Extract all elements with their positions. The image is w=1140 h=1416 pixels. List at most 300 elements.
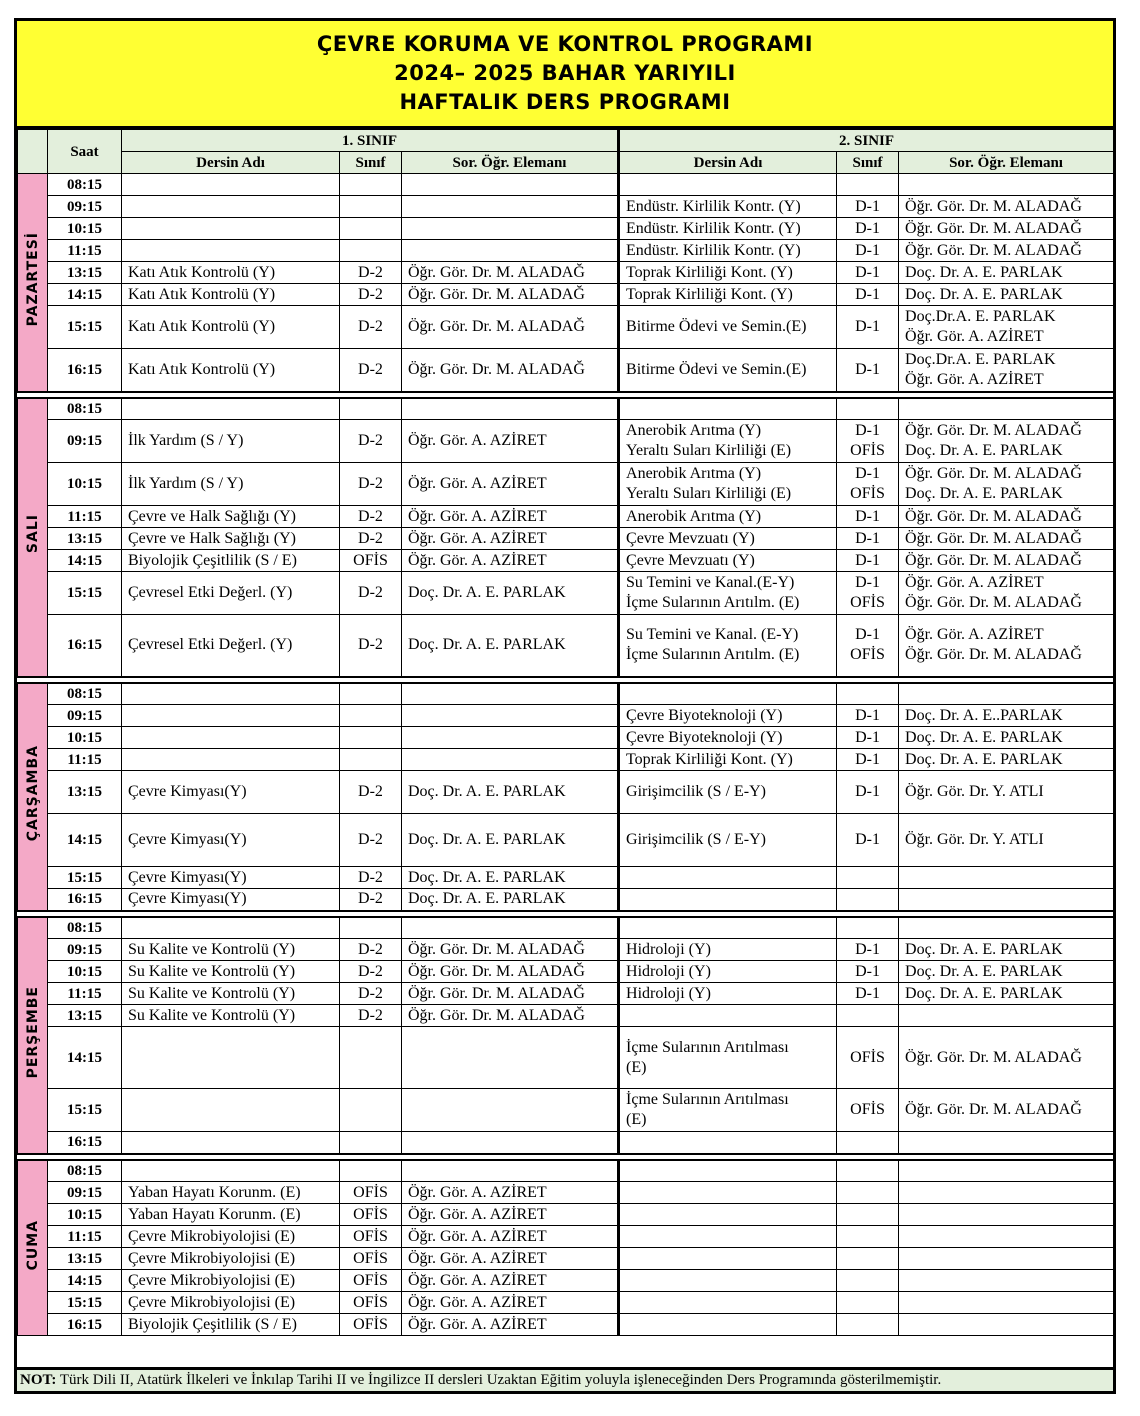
class2-room-cell: [837, 917, 899, 939]
class1-instructor-cell: Doç. Dr. A. E. PARLAK: [402, 889, 619, 911]
class2-instructor-cell-line: Öğr. Gör. Dr. M. ALADAĞ: [905, 594, 1082, 611]
class1-instructor-cell: Doç. Dr. A. E. PARLAK: [402, 615, 619, 677]
class2-course-cell: [619, 1314, 837, 1336]
class1-room-cell: D-2: [340, 983, 402, 1005]
class2-instructor-cell: [899, 398, 1114, 420]
table-row: [18, 174, 1114, 196]
class2-room-cell: D-1: [837, 814, 899, 867]
class2-room-cell: D-1: [837, 727, 899, 749]
class2-instructor-cell-line: Doç.Dr.A. E. PARLAK: [905, 308, 1056, 325]
class2-room-cell: [837, 1248, 899, 1270]
class1-course-cell: Çevresel Etki Değerl. (Y): [122, 572, 340, 615]
class2-instructor-cell: Öğr. Gör. Dr. M. ALADAĞ: [899, 240, 1114, 262]
table-row: [18, 983, 1114, 1005]
class2-room-cell-line: D-1: [855, 465, 880, 482]
class2-room-cell: [837, 174, 899, 196]
class2-room-cell: D-1: [837, 218, 899, 240]
class1-instructor-cell: Öğr. Gör. Dr. M. ALADAĞ: [402, 349, 619, 392]
class2-instructor-cell: [899, 683, 1114, 705]
table-row: [18, 683, 1114, 705]
title-line-semester: 2024– 2025 BAHAR YARIYILI: [394, 61, 736, 85]
class1-room-cell: OFİS: [340, 1314, 402, 1336]
class2-course-cell-line: Anerobik Arıtma (Y): [626, 422, 762, 439]
class2-course-cell: Bitirme Ödevi ve Semin.(E): [619, 306, 837, 349]
class1-instructor-cell: [402, 1132, 619, 1154]
class2-instructor-cell: Doç. Dr. A. E. PARLAK: [899, 284, 1114, 306]
class2-room-cell: [837, 398, 899, 420]
class1-course-cell: Çevresel Etki Değerl. (Y): [122, 615, 340, 677]
class1-course-cell: [122, 705, 340, 727]
class1-room-cell: [340, 917, 402, 939]
time-cell: 13:15: [48, 1248, 122, 1270]
table-row: [18, 889, 1114, 911]
class2-room-cell: D-1: [837, 240, 899, 262]
class2-instructor-cell: Öğr. Gör. Dr. M. ALADAĞ: [899, 1027, 1114, 1089]
time-cell: 11:15: [48, 983, 122, 1005]
class2-course-cell: Toprak Kirliliği Kont. (Y): [619, 284, 837, 306]
class1-course-cell: [122, 174, 340, 196]
class1-room-cell: [340, 398, 402, 420]
class1-course-cell: [122, 683, 340, 705]
class2-room-cell: [837, 463, 899, 506]
table-row: [18, 771, 1114, 814]
class1-instructor-cell: Öğr. Gör. A. AZİRET: [402, 1204, 619, 1226]
class1-course-cell: Katı Atık Kontrolü (Y): [122, 284, 340, 306]
table-row: [18, 1314, 1114, 1336]
class2-course-cell: [619, 420, 837, 463]
class1-room-cell: [340, 727, 402, 749]
class2-instructor-cell-line: Öğr. Gör. Dr. M. ALADAĞ: [905, 646, 1082, 664]
class2-header: 2. SINIF: [619, 130, 1114, 152]
time-cell: 08:15: [48, 1160, 122, 1182]
class1-room-cell: [340, 240, 402, 262]
class2-instructor-cell: Öğr. Gör. Dr. M. ALADAĞ: [899, 506, 1114, 528]
class1-instructor-cell: Öğr. Gör. A. AZİRET: [402, 1226, 619, 1248]
class2-room-cell: [837, 572, 899, 615]
class1-room-cell: D-2: [340, 867, 402, 889]
class2-course-cell: [619, 889, 837, 911]
table-row: [18, 814, 1114, 867]
class2-instructor-cell: [899, 1005, 1114, 1027]
time-cell: 14:15: [48, 814, 122, 867]
class1-instructor-cell: Öğr. Gör. Dr. M. ALADAĞ: [402, 262, 619, 284]
class2-room-cell: [837, 1292, 899, 1314]
class2-instructor-cell: [899, 889, 1114, 911]
class2-instructor-cell: [899, 1132, 1114, 1154]
time-cell: 14:15: [48, 1270, 122, 1292]
class1-room-cell: OFİS: [340, 1292, 402, 1314]
table-row: [18, 196, 1114, 218]
class1-course-cell: Çevre Mikrobiyolojisi (E): [122, 1248, 340, 1270]
class1-course-cell: Çevre Kimyası(Y): [122, 867, 340, 889]
class2-instructor-cell: [899, 349, 1114, 392]
class1-course-cell: Çevre Mikrobiyolojisi (E): [122, 1270, 340, 1292]
class1-instructor-cell: [402, 683, 619, 705]
class2-instructor-cell: Öğr. Gör. Dr. Y. ATLI: [899, 814, 1114, 867]
class2-course-cell: [619, 1204, 837, 1226]
class2-instructor-cell: [899, 867, 1114, 889]
table-row: [18, 917, 1114, 939]
class1-course-cell: Katı Atık Kontrolü (Y): [122, 262, 340, 284]
class2-room-cell: [837, 1314, 899, 1336]
class2-instructor-cell: Doç. Dr. A. E. PARLAK: [899, 961, 1114, 983]
class1-room-cell: D-2: [340, 506, 402, 528]
class1-course-cell: Yaban Hayatı Korunm. (E): [122, 1204, 340, 1226]
time-cell: 13:15: [48, 528, 122, 550]
class2-course-cell: Toprak Kirliliği Kont. (Y): [619, 749, 837, 771]
class2-room-cell: D-1: [837, 983, 899, 1005]
class2-room-cell: D-1: [837, 262, 899, 284]
time-cell: 15:15: [48, 1292, 122, 1314]
table-row: [18, 1248, 1114, 1270]
day-label: [18, 398, 48, 677]
class2-course-cell: Çevre Biyoteknoloji (Y): [619, 705, 837, 727]
table-row: [18, 1132, 1114, 1154]
class2-room-cell: [837, 1160, 899, 1182]
class1-room-cell: D-2: [340, 572, 402, 615]
class1-instructor-cell: Öğr. Gör. A. AZİRET: [402, 420, 619, 463]
class2-course-cell: [619, 1248, 837, 1270]
class1-room-cell: [340, 1089, 402, 1132]
class1-room-cell: [340, 683, 402, 705]
table-row: [18, 727, 1114, 749]
time-column-header: Saat: [48, 130, 122, 174]
class1-instructor-cell: Doç. Dr. A. E. PARLAK: [402, 867, 619, 889]
class2-room-cell: D-1: [837, 284, 899, 306]
class2-course-cell: [619, 1160, 837, 1182]
class2-room-cell-line: D-1: [855, 626, 880, 644]
class2-course-cell: Girişimcilik (S / E-Y): [619, 771, 837, 814]
title-line-weekly: HAFTALIK DERS PROGRAMI: [399, 90, 731, 114]
class2-course-cell: [619, 1226, 837, 1248]
table-row: [18, 463, 1114, 506]
class2-course-cell: Hidroloji (Y): [619, 939, 837, 961]
class2-room-cell-line: OFİS: [850, 646, 885, 664]
class2-course-cell: Çevre Mevzuatı (Y): [619, 550, 837, 572]
class2-room-cell: D-1: [837, 349, 899, 392]
class2-course-cell: [619, 1182, 837, 1204]
time-cell: 08:15: [48, 917, 122, 939]
class1-course-cell: Su Kalite ve Kontrolü (Y): [122, 961, 340, 983]
class1-course-cell: Katı Atık Kontrolü (Y): [122, 306, 340, 349]
time-cell: 16:15: [48, 615, 122, 677]
class2-room-cell: D-1: [837, 550, 899, 572]
class2-course-cell-line: Yeraltı Suları Kirliliği (E): [626, 485, 792, 502]
class1-instructor-cell: Öğr. Gör. Dr. M. ALADAĞ: [402, 961, 619, 983]
class1-instructor-cell: Doç. Dr. A. E. PARLAK: [402, 572, 619, 615]
class2-course-cell: [619, 1292, 837, 1314]
table-row: [18, 705, 1114, 727]
class2-course-cell: Bitirme Ödevi ve Semin.(E): [619, 349, 837, 392]
day-column-header: [18, 130, 48, 174]
class2-instructor-cell-line: Doç.Dr.A. E. PARLAK: [905, 350, 1056, 368]
class1-instructor-cell: Öğr. Gör. A. AZİRET: [402, 550, 619, 572]
table-row: [18, 1005, 1114, 1027]
class2-instructor-cell: Öğr. Gör. Dr. M. ALADAĞ: [899, 1089, 1114, 1132]
class2-instructor-cell: [899, 1292, 1114, 1314]
table-row: [18, 398, 1114, 420]
class2-course-cell: [619, 615, 837, 677]
class2-course-cell-line: Su Temini ve Kanal. (E-Y): [626, 626, 799, 644]
class1-instructor-cell: Öğr. Gör. A. AZİRET: [402, 506, 619, 528]
class1-instructor-cell: [402, 705, 619, 727]
class1-instructor-cell: Öğr. Gör. A. AZİRET: [402, 1248, 619, 1270]
class1-course-cell: [122, 917, 340, 939]
class1-instructor-cell: [402, 398, 619, 420]
class2-room-cell: [837, 420, 899, 463]
class1-course-cell: İlk Yardım (S / Y): [122, 463, 340, 506]
class2-course-cell-line: Yeraltı Suları Kirliliği (E): [626, 442, 792, 459]
time-cell: 14:15: [48, 550, 122, 572]
class2-instructor-cell: [899, 306, 1114, 349]
class1-course-header: Dersin Adı: [122, 152, 340, 174]
class1-instructor-cell: [402, 196, 619, 218]
time-cell: 13:15: [48, 262, 122, 284]
time-cell: 16:15: [48, 1132, 122, 1154]
day-name: CUMA: [24, 1219, 41, 1270]
class2-instructor-cell: Doç. Dr. A. E. PARLAK: [899, 749, 1114, 771]
document-title: [17, 21, 1113, 129]
class1-room-cell: [340, 1027, 402, 1089]
class2-instructor-cell: Doç. Dr. A. E. PARLAK: [899, 939, 1114, 961]
table-row: [18, 1226, 1114, 1248]
day-name: PERŞEMBE: [24, 985, 41, 1079]
class1-course-cell: [122, 1089, 340, 1132]
class1-room-cell: [340, 196, 402, 218]
table-row: [18, 306, 1114, 349]
table-row: [18, 506, 1114, 528]
class2-room-cell: D-1: [837, 771, 899, 814]
class1-instructor-cell: [402, 749, 619, 771]
class2-course-cell-line: İçme Sularının Arıtılması: [626, 1038, 789, 1056]
class2-course-cell: [619, 1027, 837, 1089]
class1-course-cell: [122, 1160, 340, 1182]
class2-course-cell: Endüstr. Kirlilik Kontr. (Y): [619, 196, 837, 218]
class2-instructor-cell: [899, 174, 1114, 196]
class2-room-cell: D-1: [837, 506, 899, 528]
table-row: [18, 867, 1114, 889]
class1-course-cell: Su Kalite ve Kontrolü (Y): [122, 1005, 340, 1027]
class2-room-cell: [837, 1204, 899, 1226]
table-row: [18, 1204, 1114, 1226]
time-cell: 08:15: [48, 174, 122, 196]
class1-room-cell: OFİS: [340, 1226, 402, 1248]
time-cell: 08:15: [48, 683, 122, 705]
table-row: [18, 240, 1114, 262]
time-cell: 15:15: [48, 867, 122, 889]
class2-instructor-cell: [899, 1204, 1114, 1226]
class2-instructor-cell: Doç. Dr. A. E. PARLAK: [899, 983, 1114, 1005]
class2-course-cell-line: (E): [626, 1058, 647, 1076]
class2-course-cell: [619, 683, 837, 705]
table-row: [18, 572, 1114, 615]
table-row: [18, 1160, 1114, 1182]
class2-instructor-cell-line: Doç. Dr. A. E. PARLAK: [905, 442, 1063, 459]
class2-course-cell: [619, 398, 837, 420]
class1-room-cell: D-2: [340, 1005, 402, 1027]
class2-room-header: Sınıf: [837, 152, 899, 174]
class1-room-header: Sınıf: [340, 152, 402, 174]
day-name: PAZARTESİ: [24, 232, 41, 327]
class1-course-cell: Çevre ve Halk Sağlığı (Y): [122, 506, 340, 528]
class1-instructor-cell: Doç. Dr. A. E. PARLAK: [402, 814, 619, 867]
class2-instructor-cell: Öğr. Gör. Dr. M. ALADAĞ: [899, 528, 1114, 550]
class2-room-cell-line: D-1: [855, 422, 880, 439]
class1-room-cell: [340, 1132, 402, 1154]
class1-course-cell: İlk Yardım (S / Y): [122, 420, 340, 463]
class1-course-cell: [122, 240, 340, 262]
class1-room-cell: D-2: [340, 262, 402, 284]
class2-room-cell-line: OFİS: [850, 442, 885, 459]
class2-instructor-cell: Doç. Dr. A. E. PARLAK: [899, 727, 1114, 749]
class1-course-cell: [122, 1027, 340, 1089]
class1-instructor-cell: Öğr. Gör. Dr. M. ALADAĞ: [402, 284, 619, 306]
class2-course-cell-line: (E): [626, 1111, 647, 1128]
class2-instructor-cell-line: Öğr. Gör. A. AZİRET: [905, 328, 1044, 345]
class2-room-cell-line: OFİS: [850, 594, 885, 611]
class1-room-cell: OFİS: [340, 1270, 402, 1292]
class2-room-cell: [837, 683, 899, 705]
class2-instructor-cell: [899, 1160, 1114, 1182]
class2-instructor-cell-line: Doç. Dr. A. E. PARLAK: [905, 485, 1063, 502]
class2-course-header: Dersin Adı: [619, 152, 837, 174]
class1-instructor-cell: [402, 218, 619, 240]
table-row: [18, 961, 1114, 983]
day-name: ÇARŞAMBA: [24, 745, 41, 842]
class1-instructor-cell: [402, 1089, 619, 1132]
class1-room-cell: D-2: [340, 939, 402, 961]
time-cell: 10:15: [48, 961, 122, 983]
time-cell: 09:15: [48, 196, 122, 218]
time-cell: 14:15: [48, 1027, 122, 1089]
class2-course-cell: Çevre Biyoteknoloji (Y): [619, 727, 837, 749]
class1-instructor-cell: Öğr. Gör. A. AZİRET: [402, 463, 619, 506]
class1-room-cell: D-2: [340, 814, 402, 867]
class1-course-cell: Çevre Kimyası(Y): [122, 771, 340, 814]
class1-header: 1. SINIF: [122, 130, 619, 152]
class1-room-cell: D-2: [340, 961, 402, 983]
class2-course-cell: Girişimcilik (S / E-Y): [619, 814, 837, 867]
footnote-label: NOT:: [20, 1372, 57, 1388]
table-row: [18, 1270, 1114, 1292]
table-row: [18, 1292, 1114, 1314]
class2-instructor-cell: [899, 1248, 1114, 1270]
class1-room-cell: D-2: [340, 615, 402, 677]
table-row: [18, 420, 1114, 463]
class1-instructor-cell: Öğr. Gör. Dr. M. ALADAĞ: [402, 1005, 619, 1027]
class1-room-cell: D-2: [340, 528, 402, 550]
class2-room-cell: D-1: [837, 528, 899, 550]
class1-instructor-cell: Öğr. Gör. A. AZİRET: [402, 528, 619, 550]
time-cell: 09:15: [48, 705, 122, 727]
class1-room-cell: [340, 749, 402, 771]
class2-instructor-cell: [899, 917, 1114, 939]
class2-course-cell: [619, 1132, 837, 1154]
class1-instructor-cell: Doç. Dr. A. E. PARLAK: [402, 771, 619, 814]
class1-room-cell: [340, 218, 402, 240]
class1-instructor-cell: Öğr. Gör. A. AZİRET: [402, 1314, 619, 1336]
class2-course-cell: Toprak Kirliliği Kont. (Y): [619, 262, 837, 284]
class2-room-cell: [837, 1132, 899, 1154]
table-row: [18, 1089, 1114, 1132]
class1-instructor-cell: [402, 240, 619, 262]
class2-instructor-cell: [899, 463, 1114, 506]
class1-course-cell: [122, 749, 340, 771]
time-cell: 11:15: [48, 240, 122, 262]
table-row: [18, 615, 1114, 677]
class2-room-cell: D-1: [837, 961, 899, 983]
time-cell: 10:15: [48, 218, 122, 240]
class1-course-cell: Su Kalite ve Kontrolü (Y): [122, 939, 340, 961]
table-row: [18, 550, 1114, 572]
class1-course-cell: Katı Atık Kontrolü (Y): [122, 349, 340, 392]
class1-instructor-cell: Öğr. Gör. Dr. M. ALADAĞ: [402, 983, 619, 1005]
class1-room-cell: OFİS: [340, 1182, 402, 1204]
class2-course-cell-line: İçme Sularının Arıtılm. (E): [626, 594, 800, 611]
class1-room-cell: OFİS: [340, 550, 402, 572]
class1-course-cell: Çevre Kimyası(Y): [122, 889, 340, 911]
class1-course-cell: Yaban Hayatı Korunm. (E): [122, 1182, 340, 1204]
footnote: [17, 1367, 1113, 1391]
class2-instructor-cell-line: Öğr. Gör. Dr. M. ALADAĞ: [905, 422, 1082, 439]
time-cell: 16:15: [48, 889, 122, 911]
class1-room-cell: [340, 705, 402, 727]
table-row: [18, 939, 1114, 961]
class2-instructor-cell: [899, 1314, 1114, 1336]
class2-instructor-cell: [899, 1270, 1114, 1292]
class1-course-cell: Su Kalite ve Kontrolü (Y): [122, 983, 340, 1005]
time-cell: 09:15: [48, 939, 122, 961]
class1-instructor-cell: [402, 1027, 619, 1089]
class1-room-cell: [340, 1160, 402, 1182]
class2-instructor-cell-line: Öğr. Gör. Dr. M. ALADAĞ: [905, 465, 1082, 482]
class2-room-cell-line: OFİS: [850, 485, 885, 502]
day-name: SALI: [24, 514, 41, 554]
table-row: [18, 749, 1114, 771]
class2-room-cell: [837, 1270, 899, 1292]
class2-room-cell: D-1: [837, 196, 899, 218]
time-cell: 14:15: [48, 284, 122, 306]
class2-instructor-cell: [899, 1182, 1114, 1204]
class1-room-cell: OFİS: [340, 1204, 402, 1226]
class2-course-cell-line: Anerobik Arıtma (Y): [626, 465, 762, 482]
time-cell: 13:15: [48, 771, 122, 814]
class1-instructor-cell: Öğr. Gör. A. AZİRET: [402, 1270, 619, 1292]
class1-room-cell: D-2: [340, 463, 402, 506]
class2-course-cell: [619, 1005, 837, 1027]
class1-instructor-cell: Öğr. Gör. Dr. M. ALADAĞ: [402, 939, 619, 961]
class2-room-cell: OFİS: [837, 1027, 899, 1089]
day-label: [18, 683, 48, 911]
class1-course-cell: Biyolojik Çeşitlilik (S / E): [122, 550, 340, 572]
class1-room-cell: D-2: [340, 349, 402, 392]
class1-course-cell: Çevre Mikrobiyolojisi (E): [122, 1226, 340, 1248]
day-label: [18, 174, 48, 392]
class1-course-cell: Biyolojik Çeşitlilik (S / E): [122, 1314, 340, 1336]
class1-course-cell: [122, 196, 340, 218]
class2-room-cell: [837, 1226, 899, 1248]
class2-instructor-cell: Doç. Dr. A. E. PARLAK: [899, 262, 1114, 284]
class1-room-cell: D-2: [340, 306, 402, 349]
class1-instructor-header: Sor. Öğr. Elemanı: [402, 152, 619, 174]
class2-room-cell: [837, 889, 899, 911]
time-cell: 10:15: [48, 1204, 122, 1226]
schedule-document: [14, 18, 1116, 1394]
class1-instructor-cell: Öğr. Gör. Dr. M. ALADAĞ: [402, 306, 619, 349]
class2-instructor-cell-line: Öğr. Gör. A. AZİRET: [905, 626, 1044, 644]
class1-course-cell: [122, 1132, 340, 1154]
class2-instructor-cell: [899, 1226, 1114, 1248]
